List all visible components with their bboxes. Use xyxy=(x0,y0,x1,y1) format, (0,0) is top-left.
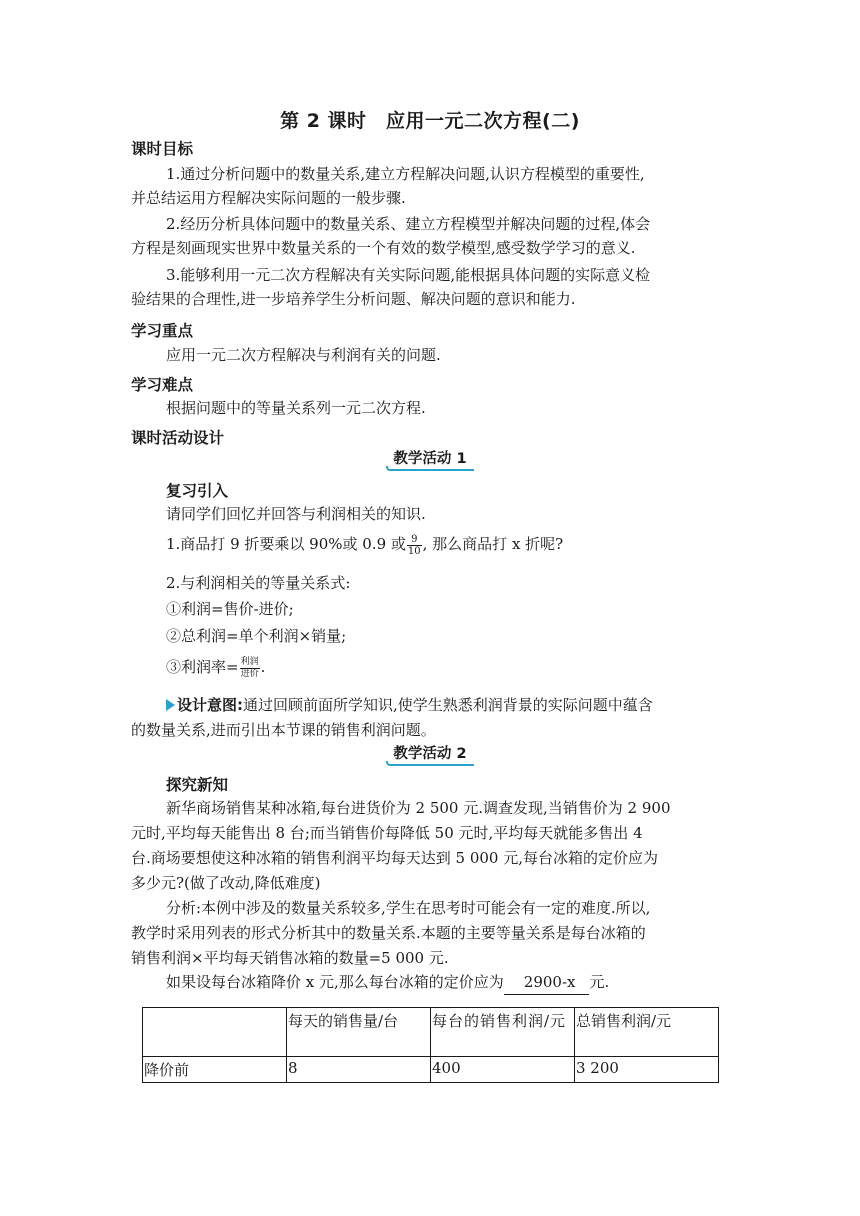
design-intent-text: 通过回顾前面所学知识,使学生熟悉利润背景的实际问题中蕴含 xyxy=(243,696,653,714)
table-header-cell: 总销售利润/元 xyxy=(575,1008,719,1057)
table-row xyxy=(143,1057,719,1083)
key-points-text: 应用一元二次方程解决与利润有关的问题. xyxy=(166,346,441,364)
problem-line-2: 元时,平均每天能售出 8 台;而当销售价每降低 50 元时,平均每天就能多售出 4 xyxy=(131,824,643,842)
formula-total-profit: ②总利润=单个利润×销量; xyxy=(166,627,347,645)
objective-3-line-1: 3.能够利用一元二次方程解决有关实际问题,能根据具体问题的实际意义检 xyxy=(166,266,651,284)
table-cell: 3 200 xyxy=(575,1057,719,1083)
triangle-marker-icon xyxy=(166,699,175,711)
profit-rate-period: . xyxy=(260,658,266,676)
review-subheading: 复习引入 xyxy=(166,482,229,500)
badge-underline xyxy=(386,761,474,766)
question-1-before: 1.商品打 9 折要乘以 90%或 0.9 或 xyxy=(166,535,406,553)
objective-1-line-2: 并总结运用方程解决实际问题的一般步骤. xyxy=(131,189,406,207)
objective-1-line-1: 1.通过分析问题中的数量关系,建立方程解决问题,认识方程模型的重要性, xyxy=(166,165,645,183)
activity-1-badge xyxy=(384,449,476,471)
activity-2-badge xyxy=(384,744,476,766)
explore-subheading: 探究新知 xyxy=(166,776,229,794)
page-title: 第 2 课时 应用一元二次方程(二) xyxy=(280,110,580,132)
review-intro: 请同学们回忆并回答与利润相关的知识. xyxy=(166,505,426,523)
objective-3-line-2: 验结果的合理性,进一步培养学生分析问题、解决问题的意识和能力. xyxy=(131,290,576,308)
table-cell: 8 xyxy=(287,1057,431,1083)
difficulty-text: 根据问题中的等量关系列一元二次方程. xyxy=(166,399,426,417)
formula-profit: ①利润=售价-进价; xyxy=(166,600,294,618)
table-header-cell: 每天的销售量/台 xyxy=(287,1008,431,1057)
difficulty-heading: 学习难点 xyxy=(131,376,194,394)
analysis-line-2: 教学时采用列表的形式分析其中的数量关系.本题的主要等量关系是每台冰箱的 xyxy=(131,924,646,942)
activity-design-heading: 课时活动设计 xyxy=(131,429,225,447)
problem-line-1: 新华商场销售某种冰箱,每台进货价为 2 500 元.调查发现,当销售价为 2 900 xyxy=(166,799,671,817)
analysis-line-3: 销售利润×平均每天销售冰箱的数量=5 000 元. xyxy=(131,949,449,967)
table-header-cell: 每台的销售利润/元 xyxy=(431,1008,575,1057)
analysis-line-1: 分析:本例中涉及的数量关系较多,学生在思考时可能会有一定的难度.所以, xyxy=(166,899,651,917)
nine-tenths-fraction xyxy=(407,534,422,557)
activity-2-badge-label: 教学活动 2 xyxy=(393,746,467,762)
sales-analysis-table xyxy=(142,1007,719,1083)
design-intent-line-2: 的数量关系,进而引出本节课的销售利润问题。 xyxy=(131,721,436,739)
question-1 xyxy=(166,530,563,558)
badge-underline xyxy=(386,466,474,471)
fraction-numerator: 9 xyxy=(407,534,422,546)
design-intent-label: 设计意图: xyxy=(177,696,243,714)
formula-profit-rate xyxy=(166,653,265,681)
objectives-heading: 课时目标 xyxy=(131,140,194,158)
setup-unit: 元. xyxy=(589,973,610,991)
design-intent-line-1 xyxy=(166,693,653,717)
setup-sentence xyxy=(166,970,609,995)
objective-2-line-1: 2.经历分析具体问题中的数量关系、建立方程模型并解决问题的过程,体会 xyxy=(166,215,651,233)
problem-line-3: 台.商场要想使这种冰箱的销售利润平均每天达到 5 000 元,每台冰箱的定价应为 xyxy=(131,849,659,867)
activity-1-badge-label: 教学活动 1 xyxy=(393,451,467,467)
problem-line-4: 多少元?(做了改动,降低难度) xyxy=(131,874,321,892)
fraction-denominator: 10 xyxy=(407,545,421,557)
setup-text: 如果设每台冰箱降价 x 元,那么每台冰箱的定价应为 xyxy=(166,973,504,991)
question-2: 2.与利润相关的等量关系式: xyxy=(166,574,351,592)
table-cell: 降价前 xyxy=(143,1057,287,1083)
profit-rate-fraction xyxy=(240,657,260,680)
table-header-row xyxy=(143,1008,719,1057)
objective-2-line-2: 方程是刻画现实世界中数量关系的一个有效的数学模型,感受数学学习的意义. xyxy=(131,239,636,257)
profit-rate-label: ③利润率= xyxy=(166,658,239,676)
question-1-after: , 那么商品打 x 折呢? xyxy=(422,535,564,553)
table-header-cell xyxy=(143,1008,287,1057)
profit-rate-denominator: 进价 xyxy=(240,668,259,679)
table-cell: 400 xyxy=(431,1057,575,1083)
key-points-heading: 学习重点 xyxy=(131,322,194,340)
profit-rate-numerator: 利润 xyxy=(240,656,259,667)
answer-blank: 2900-x xyxy=(504,970,590,995)
